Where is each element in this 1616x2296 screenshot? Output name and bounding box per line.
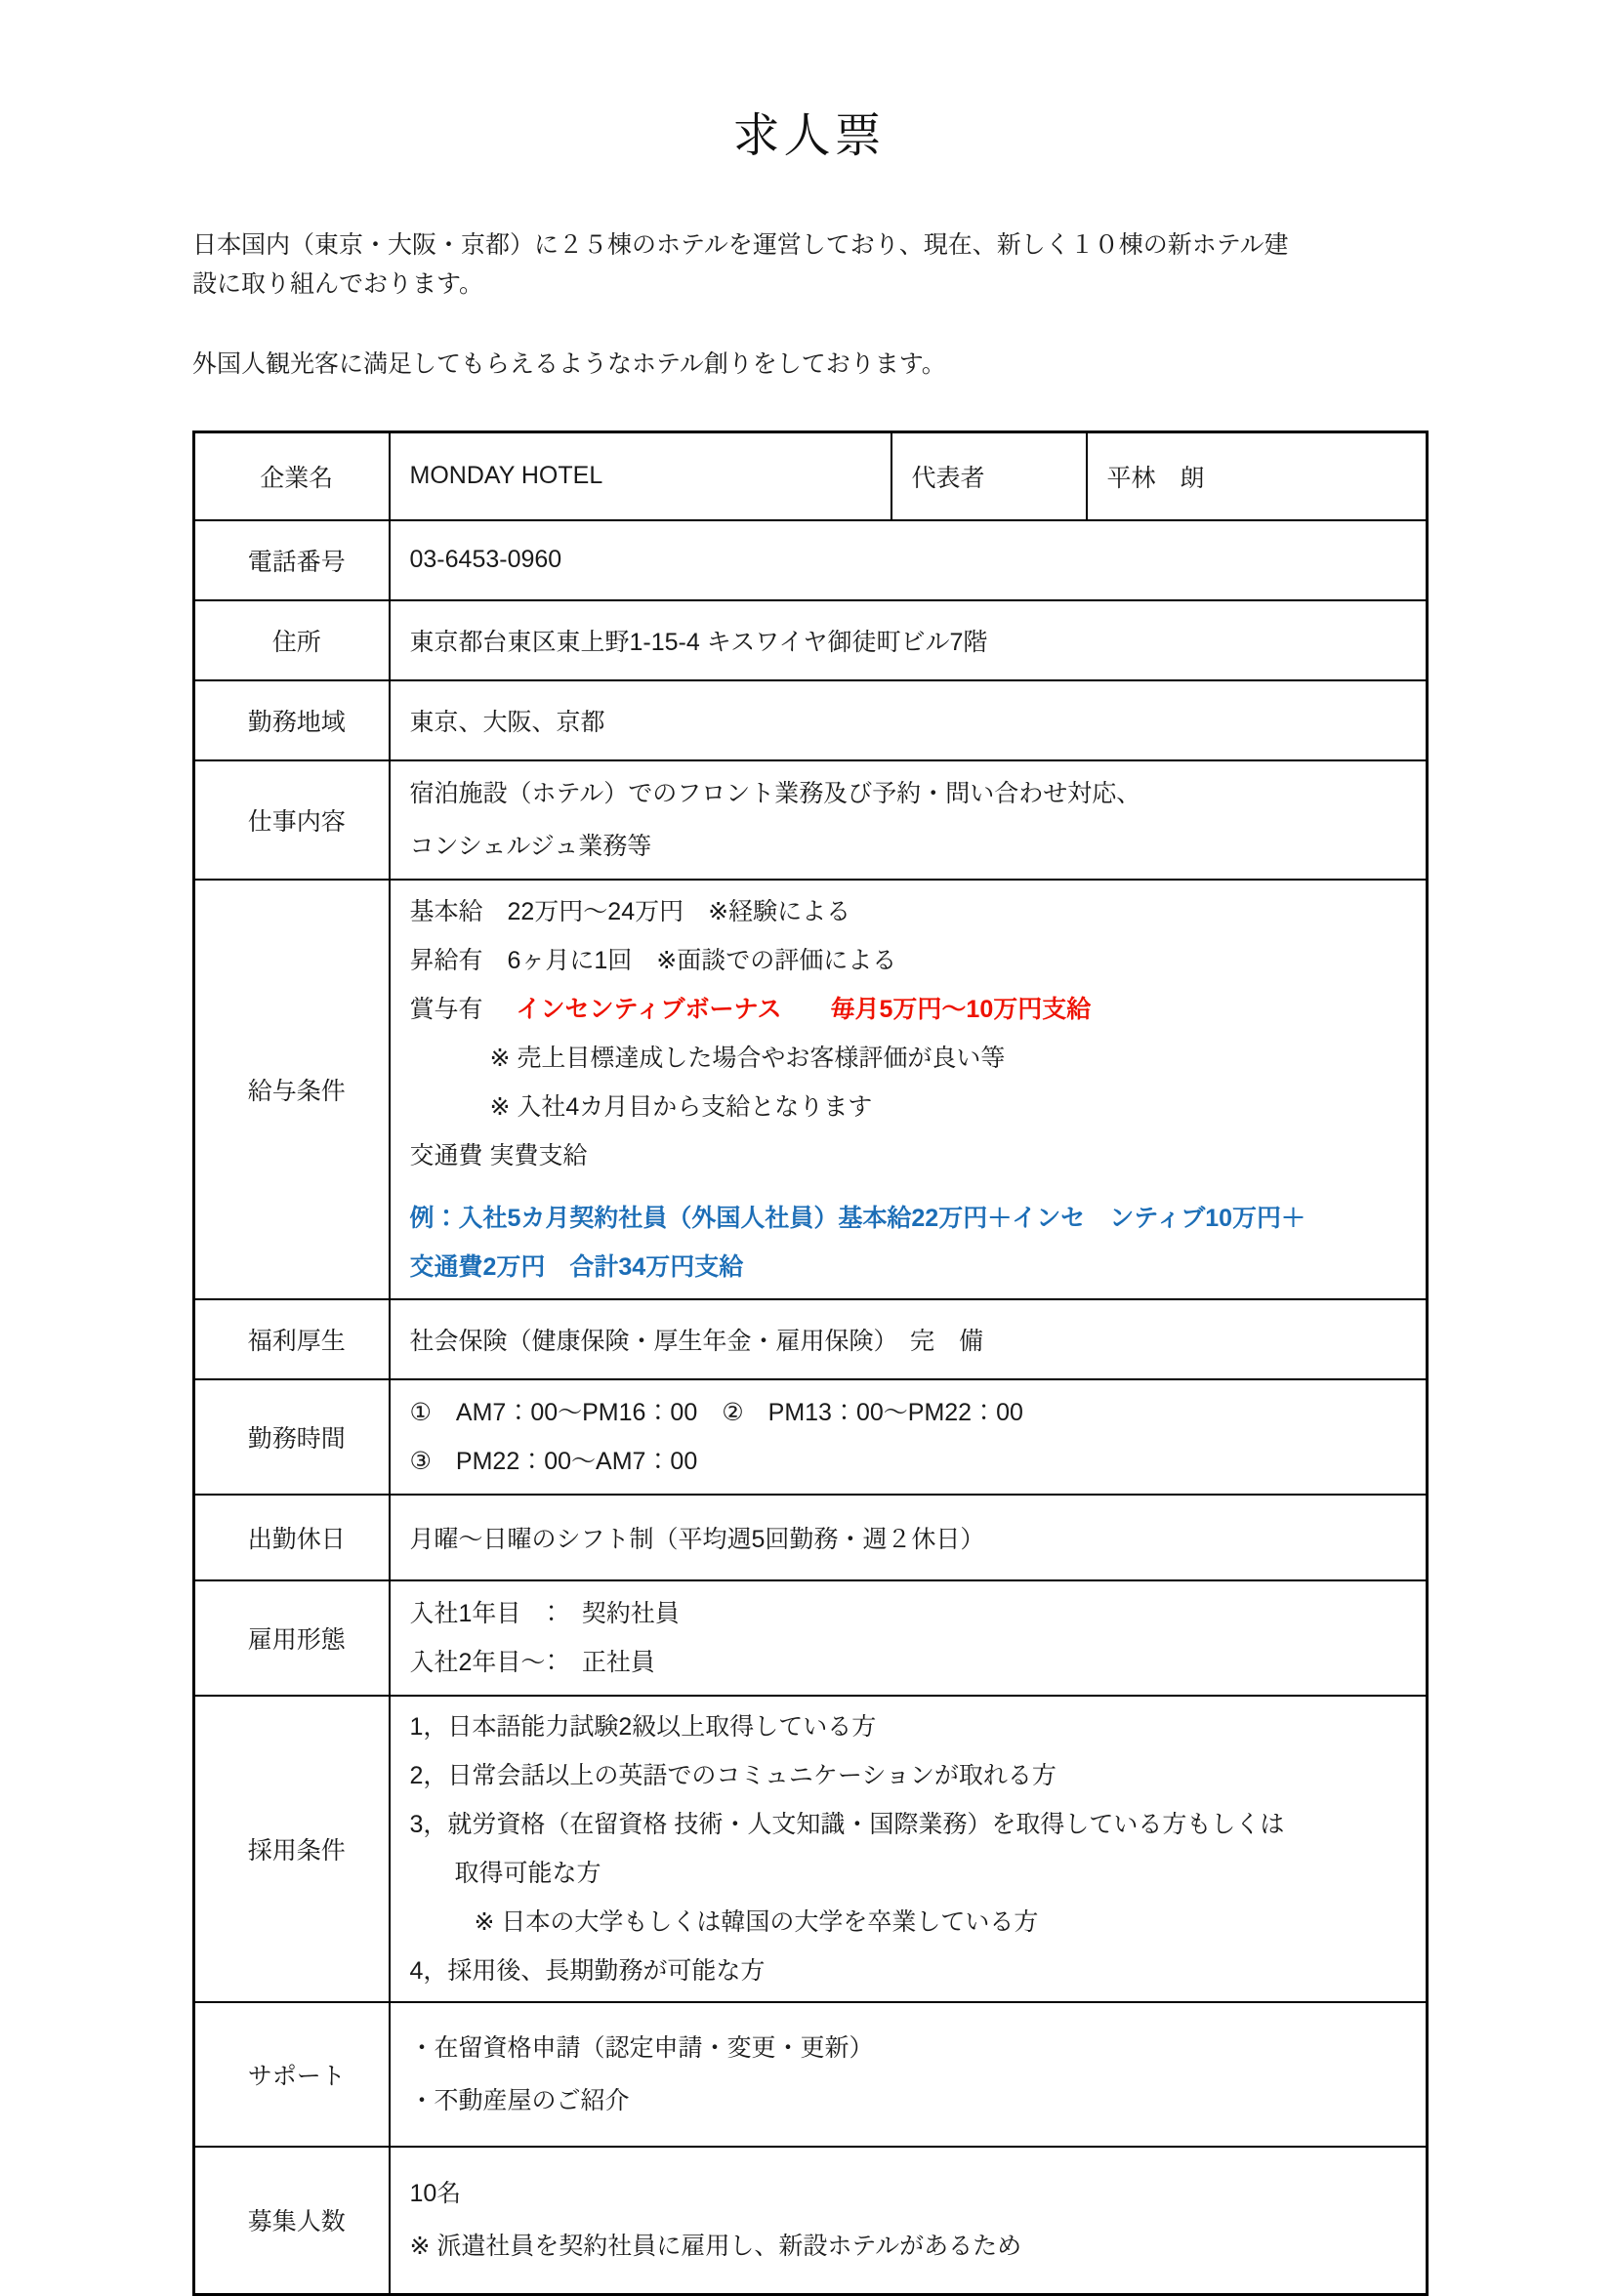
company-value: MONDAY HOTEL (390, 432, 891, 520)
row-employment-type (194, 1580, 1428, 1696)
row-support (194, 2002, 1428, 2147)
salary-example-line-2: 交通費2万円 合計34万円支給 (409, 1252, 744, 1281)
intro-paragraph-1-line-1: 日本国内（東京・大阪・京都）に２５棟のホテルを運営しており、現在、新しく１０棟の新ホテル建 (192, 231, 1289, 259)
workdays-label: 出勤休日 (194, 1495, 390, 1580)
salary-bonus-line (410, 985, 1417, 1034)
working-hours-line-1: ① AM7：00～PM16：00 ② PM13：00～PM22：00 (409, 1398, 1023, 1426)
representative-label: 代表者 (891, 432, 1087, 520)
requirement-item-3c: ※ 日本の大学もしくは韓国の大学を卒業している方 (474, 1907, 1039, 1936)
address-value: 東京都台東区東上野1-15-4 キスワイヤ御徒町ビル7階 (390, 600, 1428, 680)
requirement-item-3: 3，就労資格（在留資格 技術・人文知識・国際業務）を取得している方もしくは (409, 1810, 1285, 1838)
row-workdays (194, 1495, 1428, 1580)
page-title: 求人票 (732, 110, 886, 162)
job-description-value (390, 760, 1428, 880)
support-label: サポート (194, 2002, 390, 2147)
row-hiring-requirements (194, 1696, 1428, 2002)
salary-value (390, 880, 1428, 1299)
salary-example-line-1: 例：入社5カ月契約社員（外国人社員）基本給22万円＋インセ ンティブ10万円＋ (409, 1204, 1306, 1232)
workdays-value: 月曜～日曜のシフト制（平均週5回勤務・週２休日） (390, 1495, 1428, 1580)
welfare-label: 福利厚生 (194, 1299, 390, 1379)
employment-type-line-2: 入社2年目～： 正社員 (409, 1648, 655, 1676)
job-description-line-1: 宿泊施設（ホテル）でのフロント業務及び予約・問い合わせ対応、 (409, 779, 1141, 807)
work-area-value: 東京、大阪、京都 (390, 680, 1428, 760)
salary-bonus-highlight: インセンティブボーナス 毎月5万円～10万円支給 (516, 995, 1092, 1023)
salary-transport-line: 交通費 実費支給 (409, 1141, 588, 1169)
work-area-label: 勤務地域 (194, 680, 390, 760)
salary-note-2: ※ 入社4カ月目から支給となります (489, 1092, 873, 1121)
document-page (192, 0, 1426, 2296)
row-company (194, 432, 1428, 520)
employment-type-value (390, 1580, 1428, 1696)
support-line-1: ・在留資格申請（認定申請・変更・更新） (409, 2033, 874, 2062)
intro-paragraph-1 (192, 226, 1426, 304)
row-phone (194, 520, 1428, 600)
row-salary-conditions (194, 880, 1428, 1299)
employment-type-label: 雇用形態 (194, 1580, 390, 1696)
job-description-line-2: コンシェルジュ業務等 (409, 832, 652, 860)
requirement-item-2: 2，日常会話以上の英語でのコミュニケーションが取れる方 (409, 1761, 1057, 1789)
requirement-item-1: 1，日本語能力試験2級以上取得している方 (409, 1712, 877, 1741)
openings-label: 募集人数 (194, 2147, 390, 2295)
row-openings (194, 2147, 1428, 2295)
support-line-2: ・不動産屋のご紹介 (409, 2086, 630, 2114)
row-job-description (194, 760, 1428, 880)
welfare-value: 社会保険（健康保険・厚生年金・雇用保険） 完 備 (390, 1299, 1428, 1379)
hiring-requirements-label: 採用条件 (194, 1696, 390, 2002)
row-work-area (194, 680, 1428, 760)
row-address (194, 600, 1428, 680)
salary-raise-line: 昇給有 6ヶ月に1回 ※面談での評価による (409, 946, 897, 974)
job-posting-table (192, 430, 1429, 2296)
salary-label: 給与条件 (194, 880, 390, 1299)
employment-type-line-1: 入社1年目 ： 契約社員 (409, 1599, 680, 1627)
openings-line-1: 10名 (409, 2180, 462, 2208)
hiring-requirements-value (390, 1696, 1428, 2002)
representative-value: 平林 朗 (1087, 432, 1428, 520)
working-hours-value (390, 1379, 1428, 1495)
intro-paragraph-1-line-2: 設に取り組んでおります。 (192, 270, 484, 298)
row-working-hours (194, 1379, 1428, 1495)
row-welfare (194, 1299, 1428, 1379)
salary-base-line: 基本給 22万円～24万円 ※経験による (409, 897, 851, 925)
requirement-item-4: 4，採用後、長期勤務が可能な方 (409, 1956, 766, 1985)
working-hours-label: 勤務時間 (194, 1379, 390, 1495)
intro-paragraph-2: 外国人観光客に満足してもらえるようなホテル創りをしております。 (192, 350, 946, 378)
openings-line-2: ※ 派遣社員を契約社員に雇用し、新設ホテルがあるため (409, 2233, 1022, 2261)
job-description-label: 仕事内容 (194, 760, 390, 880)
working-hours-line-2: ③ PM22：00～AM7：00 (409, 1447, 698, 1475)
support-value (390, 2002, 1428, 2147)
address-label: 住所 (194, 600, 390, 680)
requirement-item-3b: 取得可能な方 (454, 1859, 601, 1887)
phone-label: 電話番号 (194, 520, 390, 600)
phone-value: 03-6453-0960 (390, 520, 1428, 600)
salary-note-1: ※ 売上目標達成した場合やお客様評価が良い等 (489, 1044, 1006, 1072)
salary-bonus-prefix: 賞与有 (409, 995, 483, 1023)
company-label: 企業名 (194, 432, 390, 520)
openings-value (390, 2147, 1428, 2295)
